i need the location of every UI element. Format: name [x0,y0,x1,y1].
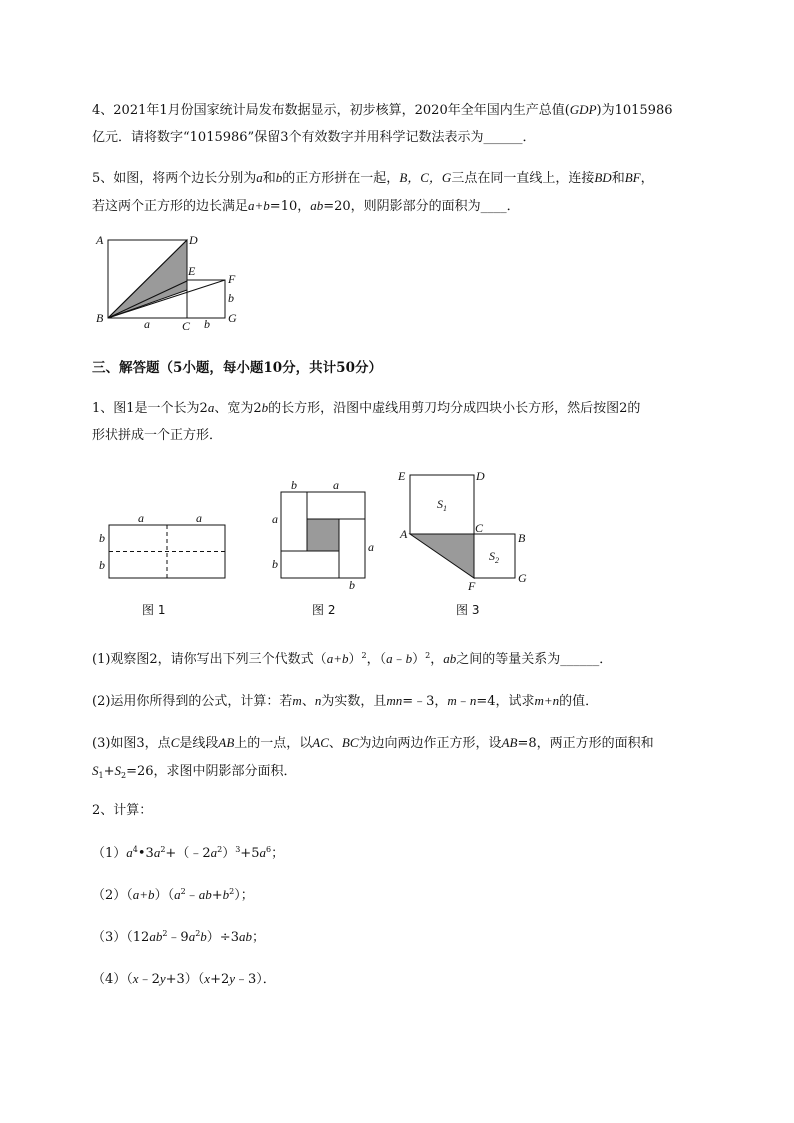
p1s2-var: m [447,693,457,708]
fig2-label-b-left: b [272,557,278,571]
fig1-caption: 图 1 [142,603,166,617]
label-F: F [228,272,236,286]
calc-text: ﹣9 [167,930,189,945]
fig2-center-shade [307,519,339,551]
calc-text: ﹣3）． [235,972,276,987]
calc-text: +2 [210,972,230,987]
calc-text: （4）（ [92,972,133,987]
p1s1-text: ，（ [366,652,387,667]
calc-exp: 3 [235,845,241,854]
calc-text: +3）（ [165,972,205,987]
label-B: B [96,311,104,325]
calc-exp: 2 [195,929,201,938]
fig3-label-S2: $S_2$ [489,549,499,565]
calc-var: b [200,929,207,944]
calc-text: （2）（ [92,888,133,903]
label-G: G [228,311,237,325]
p1s1-expr: a [386,651,393,666]
calc-exp: 6 [265,845,272,854]
q5-var-b: b [275,170,283,185]
calc-text: ﹣2 [138,972,160,987]
q4-text-3: 亿元．请将数字“1015986”保留3个有效数字并用科学记数法表示为______． [92,130,536,145]
p1s1-text: ） [412,652,426,667]
p1s3-text: + [103,764,115,779]
calc-3 [92,923,752,951]
calc-text: ） [222,846,236,861]
p1s3-text: =26，求图中阴影部分面积． [126,764,297,779]
p1s2-text: =﹣3， [402,694,448,709]
p1s3-var: AB [501,735,518,750]
label-b-side: b [228,291,234,305]
q4-text-1: 4、2021年1月份国家统计局发布数据显示，初步核算，2020年全年国内生产总值( [92,103,570,118]
fig3-label-C: C [475,521,484,535]
p1-var-b: b [261,400,269,415]
calc-var: a [153,845,161,860]
figure-1 [96,510,236,620]
calc-text: +（﹣2 [165,846,211,861]
calc-var: y [229,971,236,986]
problem-2-title: 2、计算： [92,803,153,818]
q5-bf: BF [624,170,641,185]
question-5 [92,164,752,220]
p1s1-exp: 2 [361,651,367,660]
label-D: D [189,233,198,247]
p1s2-text: (2)运用你所得到的公式，计算：若 [92,694,293,709]
p1s1-text: 之间的等量关系为______． [456,652,613,667]
p1-text: 的长方形，沿图中虚线用剪刀均分成四块小长方形，然后按图2的 [268,401,641,416]
p1-var-a: a [207,400,215,415]
calc-var: a+b [132,887,155,902]
calc-exp: 2 [180,887,186,896]
calc-var: a [259,845,266,860]
calc-text: ）（ [154,888,175,903]
label-A: A [96,233,104,247]
q5-bd: BD [594,170,612,185]
p1s3-text: 上的一点，以 [234,736,313,751]
p1s3-var: BC [341,735,359,750]
fig3-label-D: D [476,469,485,483]
fig2-label-a-left: a [272,512,278,526]
label-a: a [144,317,150,331]
p1s3-text: (3)如图3，点 [92,736,171,751]
calc-var: b [222,887,230,902]
p1s1-expr: a+b [326,651,349,666]
p1s3-var: S [92,763,99,778]
p1s1-expr: b [405,651,413,666]
label-b-bottom: b [204,317,210,331]
calc-text: + [211,888,223,903]
calc-text: ）； [234,888,254,903]
fig3-label-E: E [398,469,406,483]
q5-text: 若这两个正方形的边长满足 [92,199,249,214]
p1s1-text: ﹣ [392,652,406,667]
q5-figure [92,228,252,338]
p1-text: 1、图1是一个长为2 [92,401,208,416]
p1s2-text: 为实数，且 [321,694,387,709]
fig3-label-G: G [518,571,527,585]
calc-exp: 2 [160,845,166,854]
calc-2 [92,881,752,909]
q4-text-2: )为1015986 [596,103,673,118]
calc-var: x [132,971,139,986]
q5-text: 和 [262,171,276,186]
q5-cond-sum: a+b [248,198,270,213]
p1s3-text: 为边向两边作正方形，设 [358,736,502,751]
fig3-label-A: A [400,527,408,541]
q5-text: 三点在同一直线上，连接 [451,171,595,186]
p1s3-var: AB [218,735,235,750]
q5-points: B，C，G [399,170,452,185]
q5-text: 的正方形拼在一起， [282,171,400,186]
p1s2-var: m [292,693,302,708]
calc-text: ； [251,930,265,945]
q4-gdp: GDP [569,102,597,117]
p1-text: 形状拼成一个正方形． [92,428,223,443]
p1s3-sub: 1 [98,771,104,780]
p1s1-text: (1)观察图2，请你写出下列三个代数式（ [92,652,327,667]
calc-exp: 2 [229,887,235,896]
calc-exp: 2 [217,845,223,854]
fig2-label-a-right: a [368,540,374,554]
fig2-caption: 图 2 [312,603,336,617]
fig1-label-b1: b [99,531,105,545]
calc-var: a [188,929,196,944]
p1s2-var: mn [386,693,403,708]
p1s2-text: =4，试求 [476,694,535,709]
q5-cond-prod: ab [310,198,324,213]
fig2-label-a-top: a [333,478,339,492]
fig2-label-b-bottom: b [349,578,355,592]
problem-1-part-3 [92,729,752,785]
question-4 [92,96,752,151]
p1-text: 、宽为2 [214,401,262,416]
calc-text: ﹣ [185,888,199,903]
calc-text: ； [271,846,285,861]
calc-text: +5 [240,846,260,861]
calc-var: ab [149,929,163,944]
problem-1 [92,394,752,449]
fig1-label-b2: b [99,558,105,572]
p1s1-expr: ab [443,651,457,666]
p1s2-text: ﹣ [456,694,470,709]
calc-text: •3 [137,846,154,861]
figure-2 [270,478,380,620]
figure-3 [394,462,544,620]
q5-text: =20，则阴影部分的面积为____． [323,199,520,214]
calc-var: a [126,845,133,860]
calc-exp: 2 [162,929,168,938]
q5-text: 5、如图，将两个边长分别为 [92,171,257,186]
q5-text: 和 [611,171,625,186]
calc-text: ）÷3 [206,930,239,945]
problem-1-part-2 [92,687,752,715]
calc-var: a [210,845,218,860]
p1s3-var: AC [312,735,329,750]
label-E: E [188,264,196,278]
p1s2-var: n [314,693,322,708]
p1s1-text: ） [348,652,362,667]
fig1-label-a1: a [138,511,144,525]
p1s3-text: 是线段 [179,736,219,751]
fig3-label-B: B [518,531,526,545]
calc-exp: 4 [132,845,138,854]
p1s2-text: 的值． [559,694,599,709]
p1s3-var: S [114,763,121,778]
fig3-shade [410,534,474,578]
calc-var: y [159,971,166,986]
q5-text: ， [640,171,654,186]
q5-var-a: a [256,170,263,185]
fig1-label-a2: a [196,511,202,525]
fig3-label-F: F [468,579,476,593]
calc-var: ab [238,929,252,944]
p1s3-text: 、 [328,736,342,751]
calc-var: a [174,887,181,902]
section-3-title: 三、解答题（5小题，每小题10分，共计50分） [92,360,382,376]
calc-text: （3）（12 [92,930,150,945]
calc-1 [92,839,752,867]
label-C: C [182,319,191,333]
fig3-label-S1: $S_1$ [437,497,447,513]
p1s3-text: =8，两正方形的面积和 [517,736,654,751]
p1s1-text: ， [430,652,444,667]
problem-1-part-1 [92,645,752,673]
p1s2-var: m+n [534,693,560,708]
p1s2-var: n [469,693,477,708]
p1s2-text: 、 [301,694,315,709]
q5-text: =10， [269,199,311,214]
calc-text: （1） [92,846,127,861]
calc-var: ab [198,887,212,902]
fig2-label-b-top: b [291,478,297,492]
p1s3-var: C [170,735,180,750]
calc-4 [92,965,752,993]
calc-var: x [204,971,211,986]
fig3-caption: 图 3 [456,603,480,617]
p1s3-sub: 2 [121,771,127,780]
p1s1-exp: 2 [425,651,431,660]
